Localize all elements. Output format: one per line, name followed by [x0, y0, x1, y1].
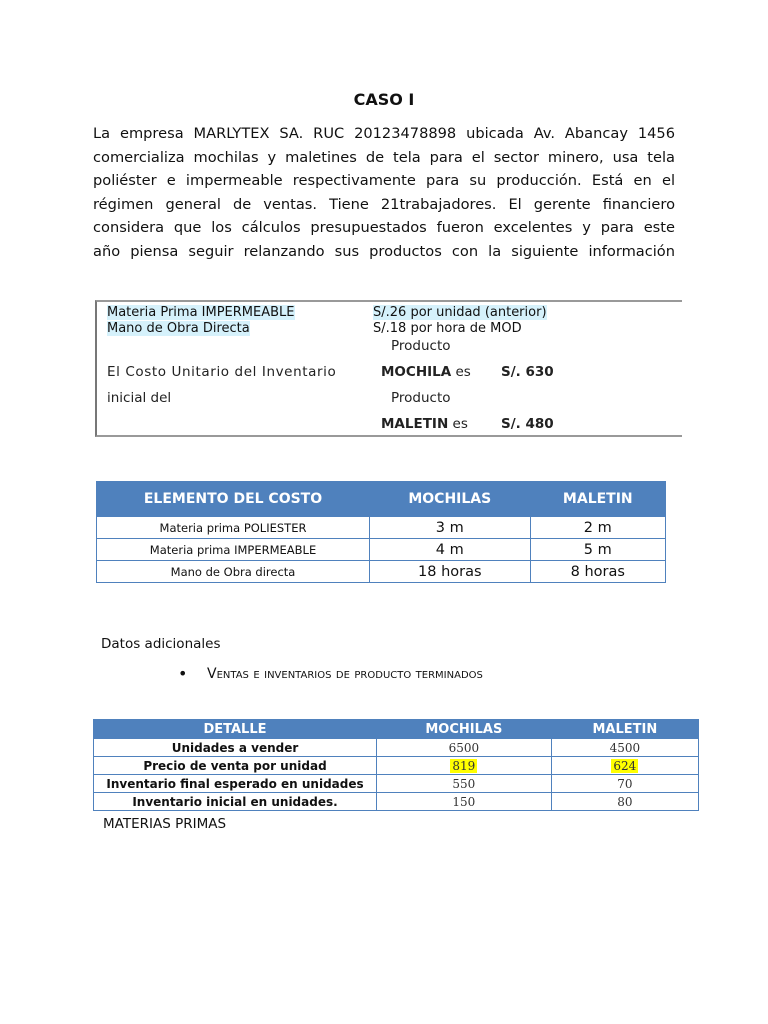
- producto-label: Producto: [391, 338, 451, 354]
- mochila-label: MOCHILA es: [381, 364, 471, 380]
- cell-mochilas: 3 m: [370, 517, 531, 539]
- cost-info-box: [95, 300, 682, 437]
- table-row: [94, 793, 699, 811]
- cell-mochilas: 4 m: [370, 539, 531, 561]
- cost-elements-table: [96, 481, 666, 583]
- header-maletin: MALETIN: [551, 720, 698, 739]
- table-row: [97, 539, 666, 561]
- header-mochilas: MOCHILAS: [370, 482, 531, 517]
- mp-impermeable-value: S/.26 por unidad (anterior): [373, 305, 547, 320]
- cell-mochilas: 18 horas: [370, 561, 531, 583]
- row-label: Mano de Obra directa: [97, 561, 370, 583]
- mod-value: S/.18 por hora de MOD: [373, 321, 522, 336]
- row-label: Precio de venta por unidad: [94, 757, 377, 775]
- row-label: Inventario final esperado en unidades: [94, 775, 377, 793]
- cell-mochilas: 6500: [377, 739, 552, 757]
- page-title: CASO I: [353, 90, 415, 109]
- row-label: Inventario inicial en unidades.: [94, 793, 377, 811]
- datos-adicionales-heading: Datos adicionales: [101, 636, 221, 652]
- maletin-value: S/. 480: [501, 416, 554, 432]
- table-row: [94, 739, 699, 757]
- row-label: Materia prima IMPERMEABLE: [97, 539, 370, 561]
- costo-line-2: inicial del: [107, 390, 172, 406]
- cell-maletin: 2 m: [530, 517, 665, 539]
- producto-label: Producto: [391, 390, 451, 406]
- header-elemento: ELEMENTO DEL COSTO: [97, 482, 370, 517]
- table-row: [97, 517, 666, 539]
- row-label: Materia prima POLIESTER: [97, 517, 370, 539]
- highlighted-price: 819: [452, 758, 476, 773]
- cell-mochilas: 150: [377, 793, 552, 811]
- table-row: [94, 775, 699, 793]
- sales-inventory-table: [93, 719, 699, 811]
- mp-impermeable-label: Materia Prima IMPERMEABLE: [107, 305, 295, 320]
- cell-maletin: 70: [551, 775, 698, 793]
- header-mochilas: MOCHILAS: [377, 720, 552, 739]
- intro-line: comercializa mochilas y maletines de tela para el sector minero, usa tela: [93, 148, 675, 166]
- table-row: [94, 757, 699, 775]
- row-label: Unidades a vender: [94, 739, 377, 757]
- table-row: [97, 561, 666, 583]
- header-maletin: MALETIN: [530, 482, 665, 517]
- cell-maletin: 8 horas: [530, 561, 665, 583]
- costo-line-1: El Costo Unitario del Inventario: [107, 364, 337, 380]
- cell-maletin: 5 m: [530, 539, 665, 561]
- maletin-label: MALETIN es: [381, 416, 468, 432]
- intro-line: poliéster e impermeable respectivamente para su producción. Está en el: [93, 172, 675, 189]
- table-header-row: [94, 720, 699, 739]
- header-detalle: DETALLE: [94, 720, 377, 739]
- highlighted-price: 624: [613, 758, 637, 773]
- cell-maletin: 4500: [551, 739, 698, 757]
- materias-primas-heading: MATERIAS PRIMAS: [103, 816, 227, 832]
- cell-mochilas: 550: [377, 775, 552, 793]
- bullet-icon: •: [178, 664, 188, 683]
- intro-line: considera que los cálculos presupuestados fueron excelentes y para este: [93, 219, 675, 236]
- cell-mochilas: [377, 757, 552, 775]
- bullet-text: Ventas e inventarios de producto terminados: [207, 666, 483, 682]
- cell-maletin: [551, 757, 698, 775]
- intro-line: régimen general de ventas. Tiene 21trabajadores. El gerente financiero: [93, 195, 675, 213]
- cell-maletin: 80: [551, 793, 698, 811]
- mochila-value: S/. 630: [501, 364, 554, 380]
- intro-line: La empresa MARLYTEX SA. RUC 20123478898 ubicada Av. Abancay 1456: [93, 125, 675, 142]
- table-header-row: [97, 482, 666, 517]
- mod-label: Mano de Obra Directa: [107, 321, 250, 336]
- intro-paragraph: [93, 122, 675, 263]
- intro-line: año piensa seguir relanzando sus productos con la siguiente información: [93, 242, 675, 260]
